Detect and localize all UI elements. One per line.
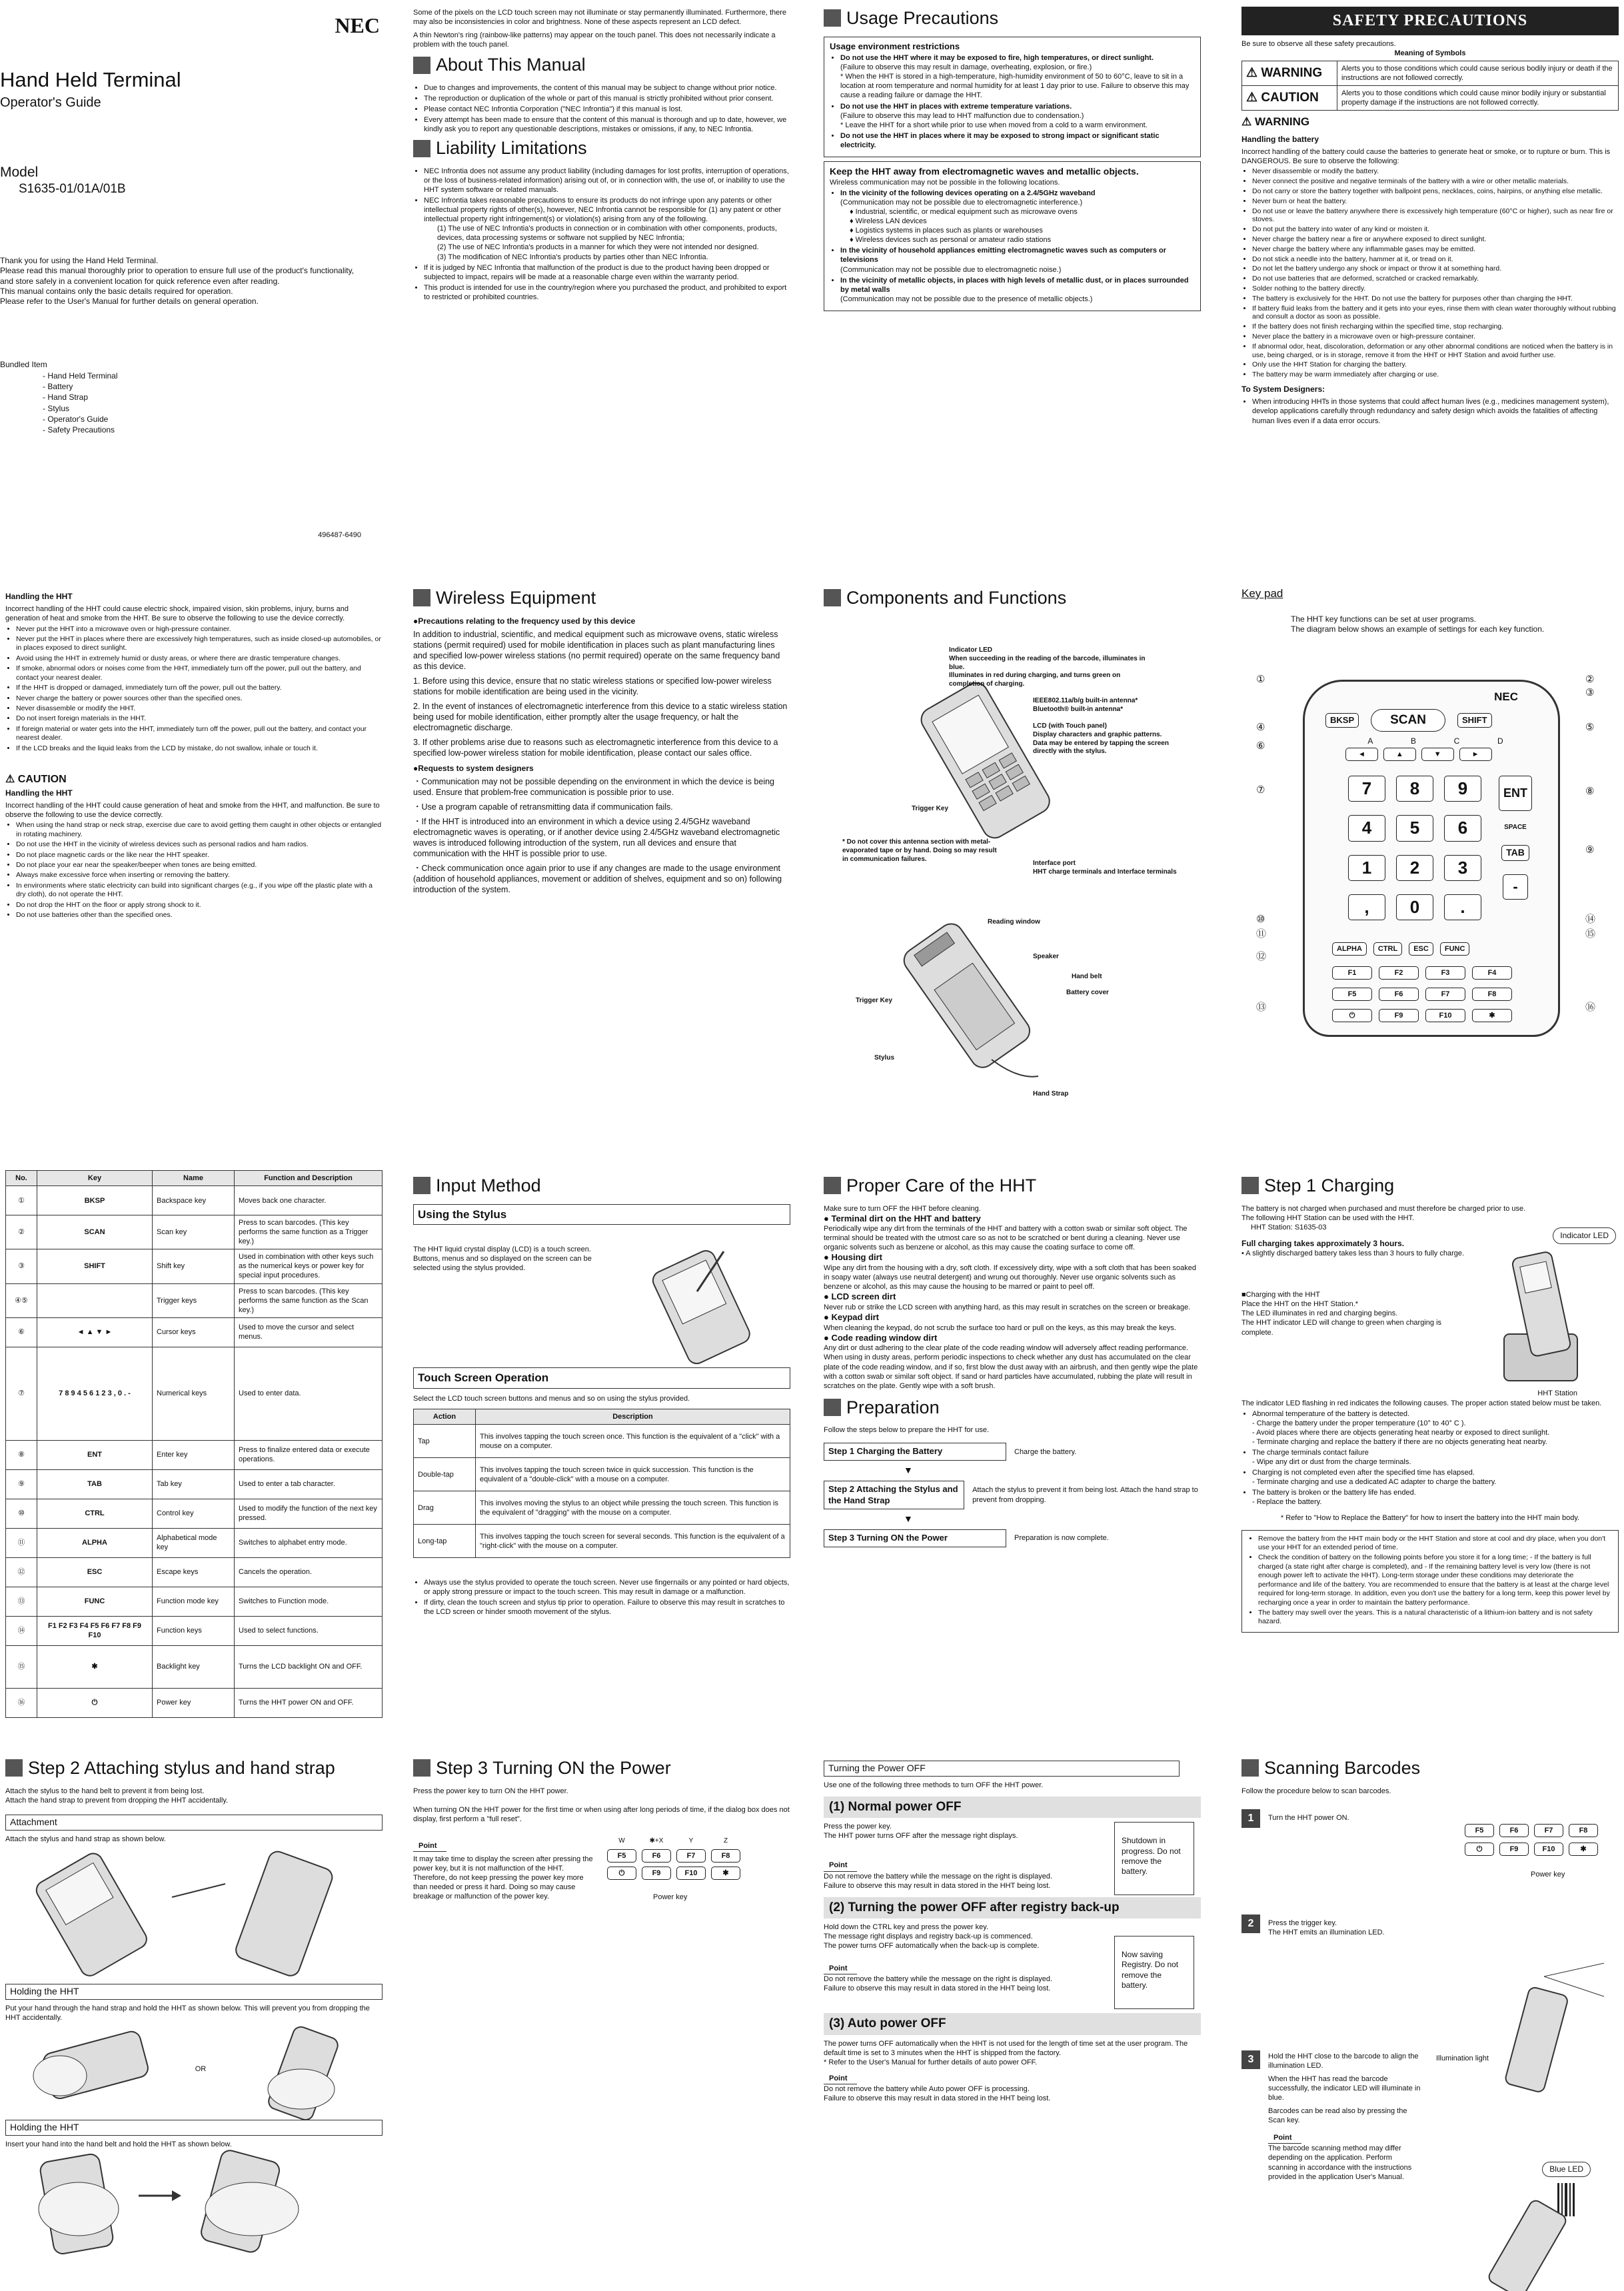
backlight-key[interactable]: ✱ — [1472, 1009, 1512, 1022]
fn-key[interactable]: F3 — [1425, 966, 1465, 980]
hht-handling-list: • Never put the HHT into a microwave oven or high-pressure container. • Never put the HHT in places where there are excessively high temperatures, such as inside closed-up automobiles, or in places exposed to direct sunlight. • Avoid using the HHT in extremely humid or dusty areas, or where there are drastic temperature changes. • If smoke, abnormal odors or noises come from the HHT, immediately turn off the power, pull out the battery, and contact your nearest dealer. • If the HHT is dropped or damaged, immediately turn off the power, pull out the battery. • Never charge the battery or power sources other than the specified ones. • Never disassemble or modify the HHT. • Do not insert foreign materials in the HHT. • If foreign material or water gets into the HHT, immediately turn off the power, pull out the battery, and contact your nearest dealer. • If the LCD breaks and the liquid leaks from the LCD by mistake, do not swallow, inhale or touch it. — [5, 625, 383, 754]
key-glyph: SHIFT — [37, 1249, 153, 1283]
indicator-led-callout: Indicator LED — [1553, 1227, 1616, 1244]
care-title: Proper Care of the HHT — [824, 1174, 1201, 1197]
cursor-left-key[interactable]: ◄ — [1345, 748, 1378, 761]
holding-belt-illustration — [235, 2022, 368, 2116]
input-title: Input Method — [413, 1174, 790, 1197]
blue-led-callout: Blue LED — [1542, 2162, 1591, 2177]
about-list: • Due to changes and improvements, the content of this manual may be subject to change without prior notice. • The reproduction or duplication of the whole or part of this manual is strictly prohibited without prior consent. • Please contact NEC Infrontia Corporation ("NEC Infrontia") if this manual is lost. • Every attempt has been made to ensure that the content of this manual is thorough and up to date, however, we kindly ask you to report any questionable descriptions, mistakes or omissions, if any, to NEC Infrontia. — [413, 83, 790, 134]
meaning-of-symbols: Meaning of Symbols — [1394, 49, 1466, 57]
scan-key[interactable]: SCAN — [1371, 709, 1445, 732]
charging-title: Step 1 Charging — [1241, 1174, 1619, 1197]
power-key[interactable]: ⏻ — [1332, 1009, 1372, 1022]
about-title: About This Manual — [413, 53, 790, 77]
power-keypad-excerpt: W ✱+X Y Z F5 F6 F7 F8 ⏻ F9 F10 ✱ Power key — [606, 1837, 753, 1902]
charging-panel: Step 1 Charging The battery is not charged when purchased and must therefore be charged prior to use. The following HHT Station can be used with the HHT. HHT Station: S1635-03 Full charging takes approximately 3 hours. • A slightly discharged battery takes less than 3 hours to fully charge. Indicator LED HHT Station ■Charging with the HHT Place the HHT on the HHT Station.* The LED illuminates in red and charging begins. The HHT indicator LED will change to green when charging is complete. The indicator LED flashing in red indicates the following causes. The proper action stated below must be taken. • Abnormal temperature of the battery is detected. - Charge the battery under the proper temperature (10° to 40° C ). - Avoid places where there are objects generating heat nearby or exposed to direct sunlight. - Terminate charging and replace the battery if there are no objects generating heat nearby. • The charge terminals contact failure - Wipe any dirt or dust from the charge terminals. • Charging is not completed even after the specified time has elapsed. - Terminate charging and use a dedicated AC adapter to charge the battery. • The battery is broken or the battery life has ended. - Replace the battery. * Refer to "How to Replace the Battery" for how to insert the battery into the HHT main body. • Remove the battery from the HHT main body or the HHT Station and store at cool and dry place, when you don't use your HHT for an extended period of time. • Check the condition of battery on the following points before you store it for a long time; - If the battery is full charged (a state right after charge is completed), and - If the remaining battery level is very low (there is not enough power left to activate the HHT). Long-term storage under these conditions may deteriorate the performance and life of the battery. You are recommended to ensure that the battery is at least at the charge level required for long-term storage. In addition, even you don't use the battery for a long term, keep this power level by recharging once a year in order to maintain the battery performance. • The battery may swell over the years. This is a natural characteristic of a lithium-ion battery and is not safety hazard. — [1236, 1167, 1624, 1709]
arrow-down-icon: ▼ — [904, 1513, 913, 1525]
key-glyph: FUNC — [37, 1587, 153, 1616]
bksp-key[interactable]: BKSP — [1325, 713, 1359, 728]
hht-handling-panel: Handling the HHT Incorrect handling of the HHT could cause electric shock, impaired vision, skin problems, injury, burns and generation of heat and smoke from the HHT. Be sure to observe the following to use the device correctly. • Never put the HHT into a microwave oven or high-pressure container. • Never put the HHT in places where there are excessively high temperatures, such as inside closed-up automobiles, or in places exposed to direct sunlight. • Avoid using the HHT in extremely humid or dusty areas, or where there are drastic temperature changes. • If smoke, abnormal odors or noises come from the HHT, immediately turn off the power, pull out the battery, and contact your nearest dealer. • If the HHT is dropped or damaged, immediately turn off the power, pull out the battery. • Never charge the battery or power sources other than the specified ones. • Never disassemble or modify the HHT. • Do not insert foreign materials in the HHT. • If foreign material or water gets into the HHT, immediately turn off the power, pull out the battery, and contact your nearest dealer. • If the LCD breaks and the liquid leaks from the LCD by mistake, do not swallow, inhale or touch it. ⚠ CAUTION Handling the HHT Incorrect handling of the HHT could cause generation of heat and smoke from the HHT, and malfunction. Be sure to observe the following to use the device correctly. • When using the hand strap or neck strap, exercise due care to avoid getting them caught in other objects or entangled in rotating machinery. • Do not use the HHT in the vicinity of wireless devices such as personal radios and ham radios. • Do not place magnetic cards or the like near the HHT speaker. • Do not place your ear near the speaker/beeper when tones are being emitted. • Always make excessive force when inserting or removing the battery. • In environments where static electricity can build into significant charges (e.g., if you wipe off the plastic plate with a dry cloth), do not operate the HHT. • Do not drop the HHT on the floor or apply strong shock to it. • Do not use batteries other than the specified ones. — [0, 580, 388, 1121]
cursor-right-key[interactable]: ► — [1459, 748, 1492, 761]
num-key[interactable]: 6 — [1444, 815, 1481, 841]
bundled-list: - Hand Held Terminal - Battery - Hand Strap - Stylus - Operator's Guide - Safety Precautions — [43, 371, 118, 434]
section-square-icon — [413, 140, 430, 157]
backlight-key[interactable]: ✱ — [711, 1867, 740, 1880]
attachment-illustration — [5, 1844, 379, 1977]
scan-step-2: 2 Press the trigger key. The HHT emits an illumination LED. — [1241, 1914, 1619, 1937]
minus-key[interactable]: - — [1503, 874, 1527, 900]
caution-triangle-icon: ⚠ — [5, 774, 15, 786]
table-row: ② SCAN Scan key Press to scan barcodes. (This key performs the same function as a Trigger key.) — [6, 1215, 383, 1249]
table-row: ⑫ ESC Escape keys Cancels the operation. — [6, 1557, 383, 1587]
alpha-key[interactable]: ALPHA — [1332, 942, 1367, 956]
cursor-down-key[interactable]: ▼ — [1421, 748, 1454, 761]
key-glyph: TAB — [37, 1469, 153, 1499]
bundled-title: Bundled Item — [0, 360, 47, 369]
wireless-title: Wireless Equipment — [413, 586, 790, 610]
em-box: Keep the HHT away from electromagnetic waves and metallic objects. Wireless communication may not be possible in the following locations. • In the vicinity of the following devices operating on a 2.4/5GHz waveband (Communication may not be possible due to electromagnetic interference.) ♦ Industrial, scientific, or medical equipment such as microwave ovens ♦ Wireless LAN devices ♦ Logistics systems in places such as plants or warehouses ♦ Wireless devices such as personal or amateur radio stations • In the vicinity of household appliances emitting electromagnetic waves such as computers or televisions (Communication may not be possible due to electromagnetic noise.) • In the vicinity of metallic objects, in places with high levels of metallic dust, or in places surrounded by metal walls (Communication may not be possible due to the presence of metallic objects.) — [824, 161, 1201, 311]
fn-key[interactable]: F10 — [676, 1867, 706, 1880]
section-square-icon — [413, 1759, 430, 1777]
fn-key[interactable]: F9 — [1379, 1009, 1419, 1022]
caution-triangle-icon: ⚠ — [1246, 90, 1258, 105]
prep-title: Preparation — [824, 1396, 1201, 1419]
section-square-icon — [413, 57, 430, 74]
model-value: S1635-01/01A/01B — [19, 182, 126, 196]
table-row: ⑪ ALPHA Alphabetical mode key Switches to alphabet entry mode. — [6, 1528, 383, 1557]
key-glyph: ✱ — [37, 1645, 153, 1688]
key-function-table: No. Key Name Function and Description ① BKSP Backspace key Moves back one character. ② SCAN Scan key Press to scan barcodes. (This key performs the same function as a Trigger key.) ③ SHIFT Shift key Used in combination with other keys such as the numerical keys or power key for special input procedures. ④⑤ Trigger keys Press to scan barcodes. (This key performs the same function as the Scan key.) ⑥ ◄ ▲ ▼ ► Cursor keys Used to move the cursor and select menus. ⑦ 7 8 9 4 5 6 1 2 3 , 0 . - Numerical keys Used to enter data. ⑧ ENT Enter key Press to finalize entered data or execute operations. ⑨ TAB Tab key Used to enter a tab character. ⑩ CTRL Control key Used to modify the function of the next key pressed. ⑪ ALPHA Alphabetical mode key Switches to alphabet entry mode. ⑫ ESC Escape keys Cancels the operation. ⑬ FUNC Function mode key Switches to Function mode. ⑭ F1 F2 F3 F4 F5 F6 F7 F8 F9 F10 Function keys Used to select functions. ⑮ ✱ Backlight key Turns the LCD backlight ON and OFF. ⑯ ⏻ Power key Turns the HHT power ON and OFF. — [5, 1170, 383, 1718]
ctrl-key[interactable]: CTRL — [1373, 942, 1402, 956]
section-square-icon — [5, 1759, 23, 1777]
illumination-illustration — [1464, 1963, 1611, 2096]
section-square-icon — [1241, 1177, 1259, 1194]
newton-note: A thin Newton's ring (rainbow-like patterns) may appear on the touch panel. This does not necessarily indicate a problem with the touch panel. — [413, 31, 776, 49]
fn-key[interactable]: F10 — [1425, 1009, 1465, 1022]
cover-panel — [0, 0, 388, 541]
hht-handling-title: Handling the HHT — [5, 592, 73, 601]
keypad-device: NEC BKSP SCAN SHIFT A B C D ◄ ▲ ▼ ► 7 8 9 4 5 6 1 2 3 , 0 . ENT SPACE TAB - ALPHA CTRL ESC FUNC F1 F2 F3 F4 F5 F6 F7 F8 ⏻ F9 F10 ✱ — [1303, 680, 1560, 1037]
power-off-panel: Turning the Power OFF Use one of the following three methods to turn OFF the HHT power. (1) Normal power OFF Press the power key. The HHT power turns OFF after the message right displays. Shutdown in progress. Do not remove the battery. Point Do not remove the battery while the message on the right is displayed. Failure to observe this may result in data stored in the HHT being lost. (2) Turning the power OFF after registry back-up Hold down the CTRL key and press the power key. The message right displays and registry back-up is commenced. The power turns OFF automatically when the back-up is complete. Now saving Registry. Do not remove the battery. Point Do not remove the battery while the message on the right is displayed. Failure to observe this may result in data stored in the HHT being lost. (3) Auto power OFF The power turns OFF automatically when the HHT is not used for the length of time set at the user program. The default time is set to 3 minutes when the HHT is shipped from the factory. * Refer to the User's Manual for further details of auto power OFF. Point Do not remove the battery while Auto power OFF is processing. Failure to observe this may result in data stored in the HHT being lost. — [818, 1750, 1206, 2291]
auto-off-heading: (3) Auto power OFF — [824, 2013, 1201, 2034]
warning-triangle-icon: ⚠ — [1241, 115, 1252, 129]
hht-station-illustration — [1477, 1247, 1604, 1387]
designers-title: To System Designers: — [1241, 384, 1325, 394]
fn-key[interactable]: F5 — [607, 1849, 636, 1863]
caution-list: • When using the hand strap or neck strap, exercise due care to avoid getting them caught in other objects or entangled in rotating machinery. • Do not use the HHT in the vicinity of wireless devices such as personal radios and ham radios. • Do not place magnetic cards or the like near the HHT speaker. • Do not place your ear near the speaker/beeper when tones are being emitted. • Always make excessive force when inserting or removing the battery. • In environments where static electricity can build into significant charges (e.g., if you wipe off the plastic plate with a dry cloth), do not operate the HHT. • Do not drop the HHT on the floor or apply strong shock to it. • Do not use batteries other than the specified ones. — [5, 821, 383, 920]
liability-sublist: (1) The use of NEC Infrontia's products in connection or in combination with other components, products, devices, data processing systems or software not supplied by NEC Infrontia; (2) The use of NEC Infrontia's products in a manner for which they were not intended nor designed. (3) The modification of NEC Infrontia's products by parties other than NEC Infrontia. — [437, 225, 777, 261]
battery-list: • Never disassemble or modify the battery. • Never connect the positive and negative terminals of the battery with a wire or other metallic materials. • Do not carry or store the battery together with ballpoint pens, necklaces, coins, hairpins, or anything else metallic. • Never burn or heat the battery. • Do not use or leave the battery anywhere there is excessively high temperature (60°C or higher), such as near fire or stoves. • Do not put the battery into water of any kind or moisten it. • Never charge the battery near a fire or anywhere exposed to direct sunlight. • Never charge the battery where any inflammable gases may be emitted. • Do not stick a needle into the battery, hammer at it, or tread on it. • Do not let the battery undergo any shock or impact or throw it at something hard. • Do not use batteries that are deformed, scratched or cracked remarkably. • Solder nothing to the battery directly. • The battery is exclusively for the HHT. Do not use the battery for purposes other than charging the HHT. • If battery fluid leaks from the battery and it gets into your eyes, rinse them with clean water thoroughly without rubbing and consult a doctor as soon as possible. • If the battery does not finish recharging within the specified time, stop recharging. • Never place the battery in a microwave oven or high-pressure container. • If abnormal odor, heat, discoloration, deformation or any other abnormal conditions are noticed when the battery is in use, being charged, or is in storage, remove it from the HHT or HHT Station and avoid further use. • Only use the HHT Station for charging the battery. • The battery may be warm immediately after charging or use. — [1241, 167, 1619, 379]
nec-logo: NEC — [335, 13, 380, 37]
safety-panel — [1236, 0, 1624, 541]
scan-title: Scanning Barcodes — [1241, 1757, 1619, 1780]
esc-key[interactable]: ESC — [1409, 942, 1433, 956]
key-glyph: F1 F2 F3 F4 F5 F6 F7 F8 F9 F10 — [37, 1616, 153, 1645]
stylus-illustration — [624, 1245, 770, 1351]
table-row: ④⑤ Trigger keys Press to scan barcodes. (This key performs the same function as the Scan key.) — [6, 1283, 383, 1317]
registry-off-heading: (2) Turning the power OFF after registry back-up — [824, 1897, 1201, 1918]
table-row: ⑦ 7 8 9 4 5 6 1 2 3 , 0 . - Numerical keys Used to enter data. — [6, 1347, 383, 1440]
liability-list: • NEC Infrontia does not assume any product liability (including damages for lost profits, interruption of operations, or the loss of business-related information) arising out of, or in connection with, the use of, or inability to use the HHT system software or related manuals. • NEC Infrontia takes reasonable precautions to ensure its products do not infringe upon any patents or other intellectual property rights of other(s), however, NEC Infrontia cannot be responsible for (1) any patent or other intellectual property right infringement(s) or violation(s) arising from any of the following. (1) The use of NEC Infrontia's products in connection or in combination with other components, products, devices, data processing systems or software not supplied by NEC Infrontia; (2) The use of NEC Infrontia's products in a manner for which they were not intended nor designed. (3) The modification of NEC Infrontia's products by parties other than NEC Infrontia. • If it is judged by NEC Infrontia that malfunction of the product is due to the product having been dropped or subjected to impact, repairs will be made at a reasonable charge even within the warranty period. • This product is intended for use in the country/region where you purchased the product, and prohibited to export to restricted or prohibited countries. — [413, 167, 790, 302]
power-on-panel: Step 3 Turning ON the Power Press the power key to turn ON the HHT power. When turning ON the HHT power for the first time or when using after long periods of time, if the dialog box does not display, first perform a "full reset". Point It may take time to display the screen after pressing the power key, but it is not malfunction of the HHT. Therefore, do not keep pressing the power key more than needed or press it hard. Doing so may cause breakage or malfunction of the power key. W ✱+X Y Z F5 F6 F7 F8 ⏻ F9 F10 ✱ Power key — [413, 1758, 790, 1901]
freq-title: ●Precautions relating to the frequency used by this device — [413, 616, 636, 626]
num-key[interactable]: 8 — [1396, 776, 1433, 802]
hht-back-illustration — [892, 913, 1045, 1086]
about-panel — [408, 0, 796, 541]
stylus-heading: Using the Stylus — [413, 1204, 790, 1225]
table-row: ⑨ TAB Tab key Used to enter a tab character. — [6, 1469, 383, 1499]
key-glyph: ALPHA — [37, 1528, 153, 1557]
cover-intro: Thank you for using the Hand Held Terminal. Please read this manual thoroughly prior to operation to ensure full use of the product's functionality, and store safely in a convenient location for quick reference even after reading. This manual contains only the basic details required for operation. Please refer to the User's Manual for further details on general operation. — [0, 256, 355, 307]
key-glyph: BKSP — [37, 1186, 153, 1215]
key-glyph: SCAN — [37, 1215, 153, 1249]
warning-triangle-icon: ⚠ — [1246, 65, 1258, 80]
cover-subtitle: Operator's Guide — [0, 95, 101, 110]
components-title: Components and Functions — [824, 586, 1201, 610]
lcd-note: Some of the pixels on the LCD touch screen may not illuminate or stay permanently illuminated. Furthermore, there may also be inconsistencies in color and brightness. None of these aspects represent an LCD defect. — [413, 9, 787, 27]
fn-key[interactable]: F6 — [1379, 988, 1419, 1001]
care-panel: Proper Care of the HHT Make sure to turn OFF the HHT before cleaning. ● Terminal dirt on the HHT and battery Periodically wipe any dirt from the terminals of the HHT and battery with a cotton swab or similar soft object. The terminal should be treated with the utmost care so as not to be scratched or bent during a cleaning. Never use organic solvents such as benzene or alcohol, as this may cause the coating surface to come off. ● Housing dirt Wipe any dirt from the housing with a dry, soft cloth. If excessively dirty, wipe with a soft cloth that has been soaked in soapy water (always use neutral detergent) and wrung out thoroughly. Never use organic solvents such as benzene or alcohol, as this may cause the housing to be marred or paint to peel off. ● LCD screen dirt Never rub or strike the LCD screen with anything hard, as this may result in scratches on the screen or breakage. ● Keypad dirt When cleaning the keypad, do not scrub the surface too hard or pull on the keys, as this may break the keys. ● Code reading window dirt Any dirt or dust adhering to the clear plate of the code reading window will adversely affect reading performance. When using in dusty areas, perform periodic inspections to check whether any dust has accumulated on the clear plate of the code reading window, and if so, first blow the dust away with an airbrush, and then gently wipe the plate with a cotton swab or similar soft object. If sand or hard particles have accumulated, rubbing the plate will result in scratches on the plate. Gently wipe with a soft brush. Preparation Follow the steps below to prepare the HHT for use. Step 1 Charging the Battery Charge the battery. ▼ Step 2 Attaching the Stylus and the Hand Strap Attach the stylus to prevent it from being lost. Attach the hand strap to prevent from dropping. ▼ Step 3 Turning ON the Power Preparation is now complete. — [818, 1167, 1206, 1709]
cursor-keys — [1345, 747, 1493, 762]
key-glyph: ENT — [37, 1440, 153, 1469]
num-key[interactable]: . — [1444, 894, 1481, 920]
fn-key[interactable]: F7 — [1534, 1824, 1563, 1837]
numeric-keys — [1347, 775, 1482, 921]
touch-heading: Touch Screen Operation — [413, 1367, 790, 1389]
table-row: ⑥ ◄ ▲ ▼ ► Cursor keys Used to move the cursor and select menus. — [6, 1317, 383, 1347]
num-key[interactable]: 4 — [1348, 815, 1385, 841]
warning-heading: ⚠ WARNING — [1241, 115, 1310, 129]
num-key[interactable]: 9 — [1444, 776, 1481, 802]
num-key[interactable]: 7 — [1348, 776, 1385, 802]
doc-number: 496487-6490 — [318, 531, 361, 539]
fn-key[interactable]: F1 — [1332, 966, 1372, 980]
fn-key[interactable]: F7 — [1425, 988, 1465, 1001]
fn-key[interactable]: F6 — [642, 1849, 671, 1863]
scan-step-1: 1 Turn the HHT power ON. — [1241, 1809, 1619, 1828]
scan-panel: Scanning Barcodes Follow the procedure below to scan barcodes. 1 Turn the HHT power ON. F5 F6 F7 F8 ⏻ F9 F10 ✱ Power key 2 Press the trigger key. The HHT emits an illumination LED. Illumination light 3 Hold the HHT close to the barcode to align the illumination LED. When the HHT has read the barcode successfully, the indicator LED will illuminate in blue. Barcodes can be read also by pressing the Scan key. Point The barcode scanning method may differ depending on the application. Perform scanning in accordance with the instructions provided in the application User's Manual. Blue LED — [1236, 1750, 1624, 2291]
key-glyph: ⏻ — [37, 1688, 153, 1717]
table-row: ⑧ ENT Enter key Press to finalize entered data or execute operations. — [6, 1440, 383, 1469]
liability-title: Liability Limitations — [413, 137, 790, 160]
tab-key[interactable]: TAB — [1501, 845, 1529, 861]
section-square-icon — [413, 589, 430, 606]
symbol-table: ⚠ WARNING Alerts you to those conditions which could cause serious bodily injury or death if the instructions are not followed correctly. ⚠ CAUTION Alerts you to those conditions which could cause minor bodily injury or substantial property damage if the instructions are not followed correctly. — [1241, 61, 1619, 111]
fn-key[interactable]: F6 — [1499, 1824, 1529, 1837]
input-panel: Input Method Using the Stylus The HHT liquid crystal display (LCD) is a touch screen. Buttons, menus and so displayed on the screen can be selected using the stylus provided. Touch Screen Operation Select the LCD touch screen buttons and menus and so on using the stylus provided. Action Description Tap This involves tapping the touch screen once. This function is the equivalent of a "click" with a mouse on a computer. Double-tap This involves tapping the touch screen twice in quick succession. This function is the equivalent of a "double-click" with a mouse on a computer. Drag This involves moving the stylus to an object while pressing the touch screen. This function is the equivalent of "dragging" with the mouse on a computer. Long-tap This involves tapping the touch screen for several seconds. This function is the equivalent of a "right-click" with the mouse on a computer. • Always use the stylus provided to operate the touch screen. Never use fingernails or any pointed or hard objects, or apply strong pressure or impact to the touch screen. This may result in damage or a malfunction. • If dirty, clean the touch screen and stylus tip prior to operation. Failure to observe this may result in scratches to the LCD screen or hinder smooth movement of the stylus. — [408, 1167, 796, 1709]
key-glyph: CTRL — [37, 1499, 153, 1528]
usage-title: Usage Precautions — [824, 7, 1201, 30]
num-key[interactable]: 3 — [1444, 855, 1481, 881]
section-square-icon — [413, 1177, 430, 1194]
num-key[interactable]: 2 — [1396, 855, 1433, 881]
wireless-panel: Wireless Equipment ●Precautions relating to the frequency used by this device In addition to industrial, scientific, and medical equipment such as microwave ovens, static wireless stations (permit required) used for mobile identification in places such as plant manufacturing lines and specified low-power wireless stations (no permit required) operate on the same frequency band as this device. 1. Before using this device, ensure that no static wireless stations or specified low-power wireless stations for mobile identification are being used in the vicinity. 2. In the event of instances of electromagnetic interference from this device to a static wireless station being used for mobile identification, either promptly alter the usage frequency, or halt the electromagnetic discharge. 3. If other problems arise due to reasons such as electromagnetic interference from this device to a specified low-power wireless station for mobile identification, please contact our sales office. ●Requests to system designers ・Communication may not be possible depending on the environment in which the device is being used. Ensure that problem-free communication is possible prior to use. ・Use a program capable of retransmitting data if communication fails. ・If the HHT is introduced into an environment in which a device using 2.4/5GHz waveband electromagnetic waves is operating, or if another device using 2.4/5GHz waveband electromagnetic waves is introduced following introduction of the system, run all devices and ensure that communication with the HHT is possible prior to use. ・Check communication once again prior to use if any changes are made to the usage environment (addition of household appliances, movement or addition of shelves, equipment and so on) following introduction of the system. — [408, 580, 796, 1121]
fn-key[interactable]: F8 — [711, 1849, 740, 1863]
fn-key[interactable]: F4 — [1472, 966, 1512, 980]
shutdown-message: Shutdown in progress. Do not remove the battery. — [1114, 1822, 1194, 1895]
ent-key[interactable]: ENT — [1499, 776, 1532, 811]
key-glyph: ◄ ▲ ▼ ► — [37, 1317, 153, 1347]
scan-step-3: 3 Hold the HHT close to the barcode to align the illumination LED. When the HHT has read the barcode successfully, the indicator LED will illuminate in blue. Barcodes can be read also by pressing the Scan key. Point The barcode scanning method may differ depending on the application. Perform scanning in accordance with the instructions provided in the application User's Manual. — [1241, 2050, 1619, 2182]
fn-key[interactable]: F9 — [642, 1867, 671, 1880]
num-key[interactable]: 0 — [1396, 894, 1433, 920]
backlight-key[interactable]: ✱ — [1569, 1843, 1598, 1856]
table-row: ① BKSP Backspace key Moves back one character. — [6, 1186, 383, 1215]
battery-title: Handling the battery — [1241, 134, 1319, 144]
fn-key[interactable]: F8 — [1472, 988, 1512, 1001]
table-row: ⑭ F1 F2 F3 F4 F5 F6 F7 F8 F9 F10 Function keys Used to select functions. — [6, 1616, 383, 1645]
key-glyph: ESC — [37, 1557, 153, 1587]
fn-key[interactable]: F7 — [676, 1849, 706, 1863]
key-glyph: 7 8 9 4 5 6 1 2 3 , 0 . - — [37, 1347, 153, 1440]
holding-strap-illustration — [20, 2022, 167, 2116]
keypad-title: Key pad — [1241, 587, 1283, 600]
power-key[interactable]: ⏻ — [1465, 1843, 1494, 1856]
designers-text: • When introducing HHTs in those systems that could affect human lives (e.g., medicines management system), develop applications carefully through redundancy and safety design which avoids the fatalities of affecting human lives even if a data error occurs. — [1252, 397, 1619, 425]
caution-heading: ⚠ CAUTION — [5, 774, 67, 786]
battery-intro: Incorrect handling of the battery could cause the batteries to generate heat or smoke, or to rupture or burn. This is DANGEROUS. Be sure to observe the following: — [1241, 148, 1611, 166]
components-panel: Components and Functions Indicator LED When succeeding in the reading of the barcode, illuminates in blue. Illuminates in red during charging, and turns green on completion of charging. IEEE802.11a/b/g built-in antenna* Bluetooth® built-in antenna* LCD (with Touch panel) Display characters and graphic patterns. Data may be entered by tapping the screen directly with the stylus. Trigger Key * Do not cover this antenna section with metal-evaporated tape or by hand. Doing so may result in communication failures. Interface port HHT charge terminals and Interface terminals Reading window Speaker Hand belt Battery cover Trigger Key Stylus Hand Strap — [818, 580, 1206, 1121]
num-key[interactable]: 5 — [1396, 815, 1433, 841]
power-on-title: Step 3 Turning ON the Power — [413, 1757, 790, 1780]
cursor-up-key[interactable]: ▲ — [1383, 748, 1416, 761]
func-key[interactable]: FUNC — [1440, 942, 1470, 956]
keypad-panel: Key pad The HHT key functions can be set at user programs. The diagram below shows an example of settings for each key function. ① ④ ⑥ ⑦ ⑩ ⑪ ⑫ ⑬ ② ③ ⑤ ⑧ ⑨ ⑭ ⑮ ⑯ NEC BKSP SCAN SHIFT A B C D ◄ ▲ ▼ ► 7 8 9 4 5 6 1 2 3 , 0 . ENT SPACE TAB - ALPHA CTRL ESC FUNC F1 F2 F3 F4 F5 F6 F7 F8 ⏻ F9 F10 ✱ — [1236, 580, 1624, 1121]
attach-title: Step 2 Attaching stylus and hand strap — [5, 1757, 383, 1780]
fn-key[interactable]: F2 — [1379, 966, 1419, 980]
hand-belt-illustration — [5, 2149, 379, 2242]
table-row: ⑬ FUNC Function mode key Switches to Function mode. — [6, 1587, 383, 1616]
keytable-panel — [0, 1167, 388, 1709]
fn-key[interactable]: F9 — [1499, 1843, 1529, 1856]
function-keys — [1331, 966, 1513, 1023]
barcode-scan-illustration — [1477, 2176, 1611, 2290]
power-key-label: Power key — [653, 1893, 688, 1901]
req-title: ●Requests to system designers — [413, 763, 534, 773]
scan-keypad-excerpt: F5 F6 F7 F8 ⏻ F9 F10 ✱ Power key — [1464, 1823, 1611, 1879]
power-key[interactable]: ⏻ — [607, 1867, 636, 1880]
cover-title: Hand Held Terminal — [0, 68, 181, 91]
table-row: ⑩ CTRL Control key Used to modify the function of the next key pressed. — [6, 1499, 383, 1528]
table-row: ⑯ ⏻ Power key Turns the HHT power ON and OFF. — [6, 1688, 383, 1717]
safety-observe: Be sure to observe all these safety precautions. — [1241, 39, 1396, 48]
saving-registry-message: Now saving Registry. Do not remove the battery. — [1114, 1936, 1194, 2009]
section-square-icon — [824, 1399, 841, 1416]
num-key[interactable]: , — [1348, 894, 1385, 920]
model-label: Model — [0, 165, 39, 180]
shift-key[interactable]: SHIFT — [1457, 713, 1492, 728]
key-glyph — [37, 1283, 153, 1317]
fn-key[interactable]: F5 — [1465, 1824, 1494, 1837]
fn-key[interactable]: F10 — [1534, 1843, 1563, 1856]
section-square-icon — [1241, 1759, 1259, 1777]
section-square-icon — [824, 1177, 841, 1194]
section-square-icon — [824, 589, 841, 606]
usage-panel — [818, 0, 1206, 541]
attach-panel: Step 2 Attaching stylus and hand strap Attach the stylus to the hand belt to prevent it from being lost. Attach the hand strap to prevent from dropping the HHT accidentally. Attachment Attach the stylus and hand strap as shown below. Holding the HHT Put your hand through the hand strap and hold the HHT as shown below. This will prevent you from dropping the HHT accidentally. OR Holding the HHT Insert your hand into the hand belt and hold the HHT as shown below. — [0, 1750, 388, 2291]
fn-key[interactable]: F8 — [1569, 1824, 1598, 1837]
table-row: ③ SHIFT Shift key Used in combination with other keys such as the numerical keys or power key for special input procedures. — [6, 1249, 383, 1283]
touch-actions-table: Action Description Tap This involves tapping the touch screen once. This function is the equivalent of a "click" with a mouse on a computer. Double-tap This involves tapping the touch screen twice in quick succession. This function is the equivalent of a "double-click" with a mouse on a computer. Drag This involves moving the stylus to an object while pressing the touch screen. This function is the equivalent of "dragging" with the mouse on a computer. Long-tap This involves tapping the touch screen for several seconds. This function is the equivalent of a "right-click" with the mouse on a computer. — [413, 1409, 790, 1558]
env-box: Usage environment restrictions • Do not use the HHT where it may be exposed to fire, high temperatures, or direct sunlight. (Failure to observe this may result in damage, overheating, explosion, or fire.) * When the HHT is stored in a high-temperature, high-humidity environment of 50 to 60°C, leave to sit in a location at room temperature and normal humidity for at least 1 day prior to use. Failure to observe this may cause a reading failure or damage the HHT. • Do not use the HHT in places with extreme temperature variations. (Failure to observe this may lead to HHT malfunction due to condensation.) * Leave the HHT for a short while prior to use when moved from a cold to a warm environment. • Do not use the HHT in places where it may be exposed to strong impact or significant static electricity. — [824, 37, 1201, 157]
fn-key[interactable]: F5 — [1332, 988, 1372, 1001]
normal-off-heading: (1) Normal power OFF — [824, 1797, 1201, 1818]
arrow-down-icon: ▼ — [904, 1465, 913, 1476]
section-square-icon — [824, 9, 841, 27]
table-row: ⑮ ✱ Backlight key Turns the LCD backlight ON and OFF. — [6, 1645, 383, 1688]
safety-banner: SAFETY PRECAUTIONS — [1241, 7, 1619, 35]
storage-note-box: • Remove the battery from the HHT main body or the HHT Station and store at cool and dry place, when you don't use your HHT for an extended period of time. • Check the condition of battery on the following points before you store it for a long time; - If the battery is full charged (a state right after charge is completed), and - If the remaining battery level is very low (there is not enough power left to activate the HHT). Long-term storage under these conditions may deteriorate the performance and life of the battery. You are recommended to ensure that the battery is at least at the charge level required for long-term storage. In addition, even you don't use the battery for a long term, keep this power level by recharging once a year in order to maintain the battery performance. • The battery may swell over the years. This is a natural characteristic of a lithium-ion battery and is not safety hazard. — [1241, 1530, 1619, 1633]
num-key[interactable]: 1 — [1348, 855, 1385, 881]
